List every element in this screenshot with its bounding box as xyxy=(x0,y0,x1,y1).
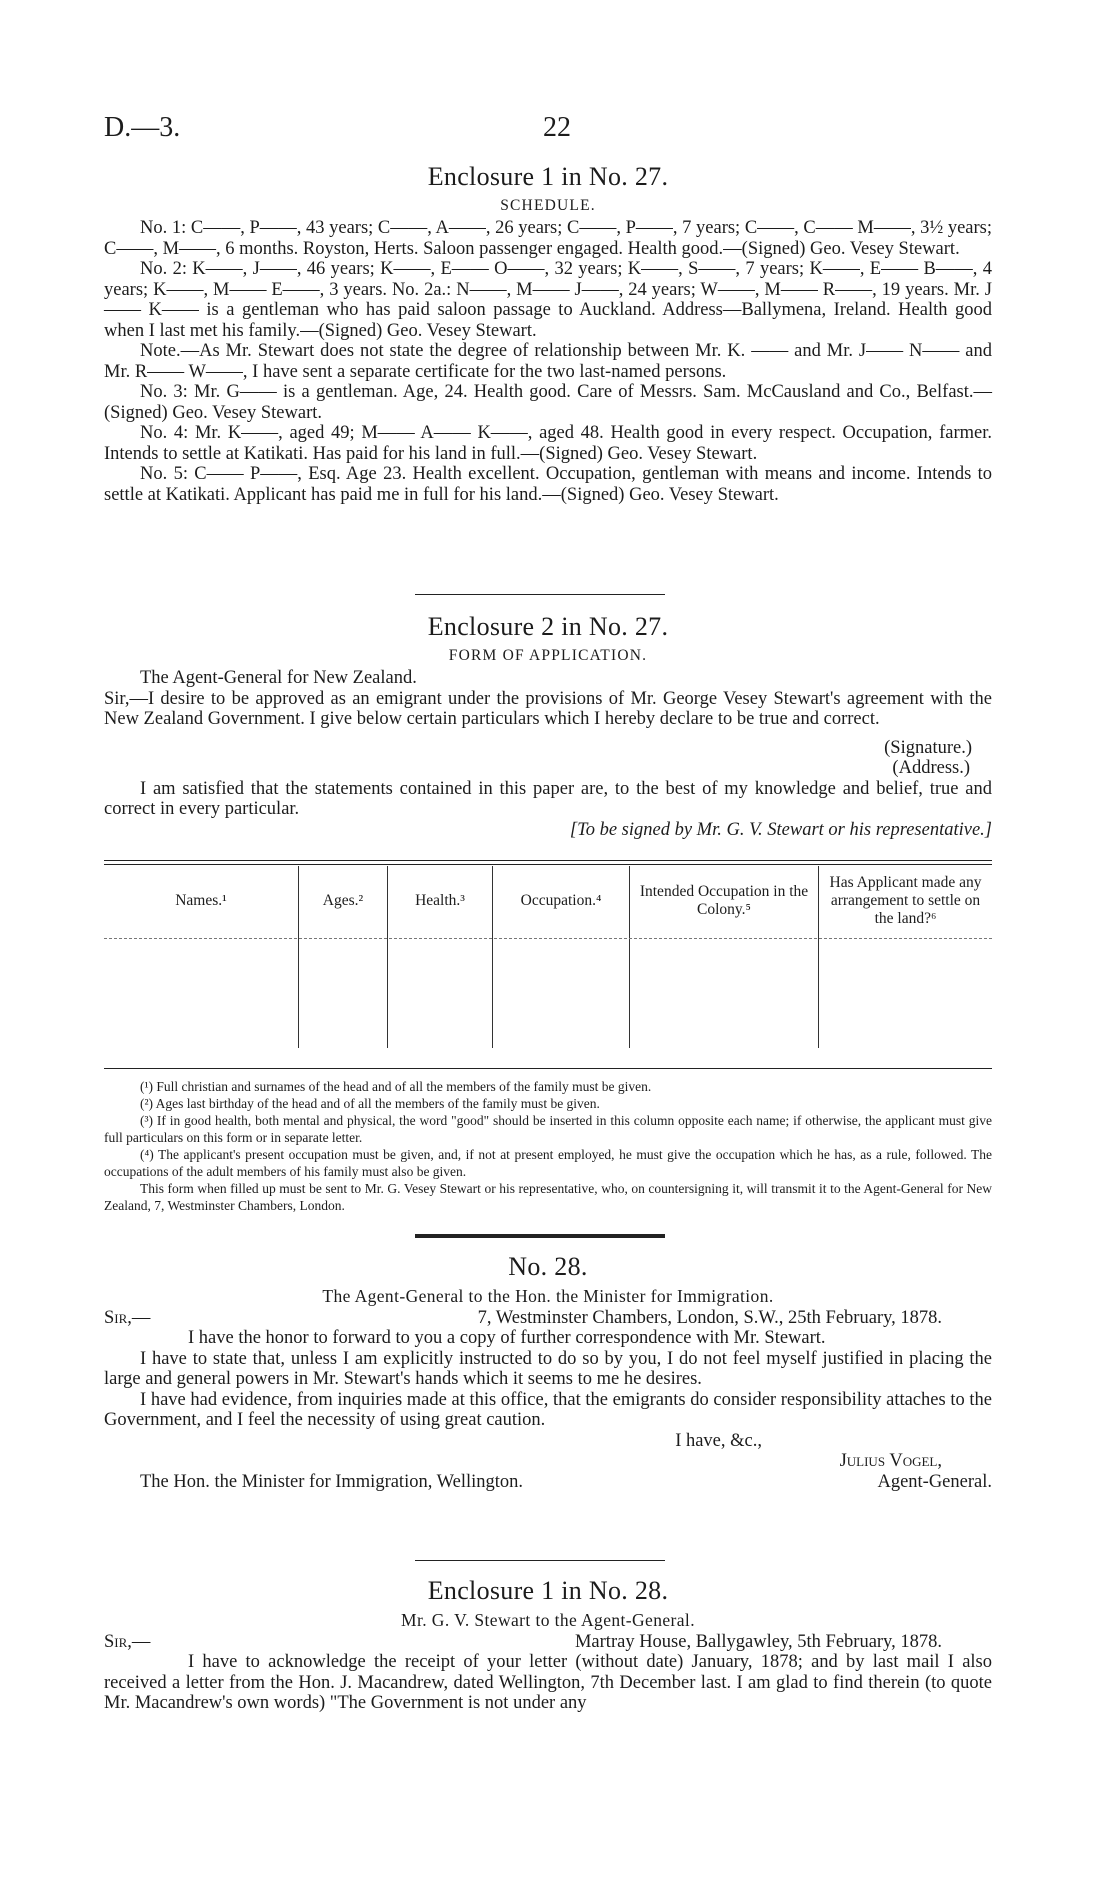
table-bottom-rule xyxy=(104,1068,992,1069)
table-cell xyxy=(630,936,819,1048)
footnote-2: (²) Ages last birthday of the head and of all the members of the family must be given. xyxy=(140,1096,600,1111)
enc1-no28-letter xyxy=(104,1632,992,1714)
table-top-rule-2 xyxy=(104,864,992,865)
no28-letter xyxy=(104,1308,992,1492)
no28-paragraph-3: I have had evidence, from inquiries made at this office, that the emigrants do consider responsibility attaches to the Government, and I feel the necessity of using great caution. xyxy=(104,1389,992,1430)
table-cell xyxy=(104,936,299,1048)
table-header-divider xyxy=(104,938,992,939)
signature-line: (Signature.) xyxy=(884,737,972,758)
address-line: (Address.) xyxy=(892,758,970,778)
form-of-application-heading: FORM OF APPLICATION. xyxy=(448,647,648,664)
schedule-entry-1: No. 1: C——, P——, 43 years; C——, A——, 26 years; C——, P——, 7 years; C——, C—— M——, 3½ years; C——, M——, 6 months. Royston, Herts. Saloon passenger engaged. Health good.—(Signed) Geo. Vesey Stewart. xyxy=(104,218,993,259)
column-header-land-arrangement: Has Applicant made any arrangement to settle on the land?⁶ xyxy=(829,874,982,927)
schedule-entry-5: No. 5: C—— P——, Esq. Age 23. Health excellent. Occupation, gentleman with means and income. Intends to settle at Katikati. Applicant has paid me in full for his land.—(Signed) Geo. Vesey Stewart. xyxy=(104,464,992,505)
application-body xyxy=(104,668,992,840)
no28-closing: I have, &c., xyxy=(675,1430,762,1451)
major-divider xyxy=(415,1234,665,1238)
enclosure-1-no27-title: Enclosure 1 in No. 27. xyxy=(427,162,669,191)
no28-paragraph-1: I have the honor to forward to you a copy of further correspondence with Mr. Stewart. xyxy=(188,1328,826,1348)
table-cell xyxy=(388,936,493,1048)
no28-salutation: Sir,— xyxy=(104,1308,151,1328)
column-header-ages: Ages.² xyxy=(299,866,388,936)
no28-paragraph-2: I have to state that, unless I am explicitly instructed to do so by you, I do not feel myself justified in placing the large and general powers in Mr. Stewart's hands which it seems to me he desires. xyxy=(104,1348,992,1389)
no28-signer-title: Agent-General. xyxy=(877,1471,992,1492)
form-footnotes xyxy=(104,1078,992,1214)
application-form-table xyxy=(104,866,992,1048)
no28-heading-line xyxy=(104,1308,992,1328)
no28-dateline: 7, Westminster Chambers, London, S.W., 25th February, 1878. xyxy=(477,1308,942,1328)
schedule-heading: SCHEDULE. xyxy=(500,197,596,214)
table-cell xyxy=(299,936,388,1048)
application-declaration: Sir,—I desire to be approved as an emigrant under the provisions of Mr. George Vesey Stewart's agreement with the New Zealand Government. I give below certain particulars which I hereby declare to be true and correct. xyxy=(104,688,992,729)
table-cell xyxy=(819,936,993,1048)
footnote-3: (³) If in good health, both mental and physical, the word "good" should be inserted in this column opposite each name; if otherwise, the applicant must give full particulars on this form or in separate letter. xyxy=(104,1113,992,1145)
schedule-entry-3: No. 3: Mr. G—— is a gentleman. Age, 24. Health good. Care of Messrs. Sam. McCausland and Co., Belfast.—(Signed) Geo. Vesey Stewart. xyxy=(104,382,992,423)
enc1-no28-salutation: Sir,— xyxy=(104,1632,151,1652)
column-header-names: Names.¹ xyxy=(104,866,299,936)
table-cell xyxy=(493,936,630,1048)
section-divider-2 xyxy=(415,1560,665,1561)
application-addressee: The Agent-General for New Zealand. xyxy=(140,668,417,688)
no28-title: No. 28. xyxy=(508,1252,588,1281)
no28-recipient: The Hon. the Minister for Immigration, Wellington. xyxy=(140,1471,524,1492)
no28-footer-line xyxy=(104,1472,992,1492)
satisfaction-statement: I am satisfied that the statements contained in this paper are, to the best of my knowledge and belief, true and correct in every particular. xyxy=(104,778,992,819)
footnote-4: (⁴) The applicant's present occupation must be given, and, if not at present employed, he must give the occupation which he has, as a rule, followed. The occupations of the adult members of his family must also be given. xyxy=(104,1147,992,1179)
enc1-no28-dateline: Martray House, Ballygawley, 5th February, 1878. xyxy=(574,1632,942,1652)
footnote-1: (¹) Full christian and surnames of the head and of all the members of the family must be given. xyxy=(140,1079,652,1094)
footnote-instructions: This form when filled up must be sent to Mr. G. Vesey Stewart or his representative, who, on countersigning it, will transmit it to the Agent-General for New Zealand, 7, Westminster Chambers, London. xyxy=(104,1181,992,1213)
schedule-entry-4: No. 4: Mr. K——, aged 49; M—— A—— K——, aged 48. Health good in every respect. Occupation, farmer. Intends to settle at Katikati. Has paid for his land in full.—(Signed) Geo. Vesey Stewart. xyxy=(104,423,992,464)
enclosure-2-no27-title: Enclosure 2 in No. 27. xyxy=(427,612,669,641)
enc1-no28-heading-line xyxy=(104,1632,992,1652)
schedule-entry-2: No. 2: K——, J——, 46 years; K——, E—— O——, 32 years; K——, S——, 7 years; K——, E—— B——, 4 years; K——, M—— E——, 3 years. No. 2a.: N——, M—— J——, 24 years; W——, M—— R——, 19 years. Mr. J—— K—— is a gentleman who has paid saloon passage to Auckland. Address—Ballymena, Ireland. Health good when I last met his family.—(Signed) Geo. Vesey Stewart. xyxy=(104,259,992,341)
page-number: 22 xyxy=(543,112,571,143)
no28-signer: Julius Vogel, xyxy=(839,1451,942,1471)
table-header-row xyxy=(104,866,992,936)
schedule-body xyxy=(104,218,992,505)
table-row xyxy=(104,936,992,1048)
page-header xyxy=(90,112,1024,146)
column-header-health: Health.³ xyxy=(388,866,493,936)
section-divider xyxy=(415,594,665,595)
document-reference: D.—3. xyxy=(104,112,181,143)
column-header-intended-occupation: Intended Occupation in the Colony.⁵ xyxy=(630,866,819,936)
enclosure-1-no28-title: Enclosure 1 in No. 28. xyxy=(427,1576,669,1605)
schedule-note: Note.—As Mr. Stewart does not state the degree of relationship between Mr. K. —— and Mr. J—— N—— and Mr. R—— W——, I have sent a separate certificate for the two last-named persons. xyxy=(104,341,992,382)
signed-by-note: [To be signed by Mr. G. V. Stewart or his representative.] xyxy=(569,819,992,840)
enclosure-1-no28-subtitle: Mr. G. V. Stewart to the Agent-General. xyxy=(401,1610,695,1630)
table-top-rule xyxy=(104,860,992,861)
enc1-no28-paragraph-1: I have to acknowledge the receipt of your letter (without date) January, 1878; and by last mail I also received a letter from the Hon. J. Macandrew, dated Wellington, 7th December last. I am glad to find therein (to quote Mr. Macandrew's own words) "The Government is not under any xyxy=(104,1652,992,1713)
column-header-occupation: Occupation.⁴ xyxy=(493,866,630,936)
no28-subtitle: The Agent-General to the Hon. the Minister for Immigration. xyxy=(322,1286,774,1306)
